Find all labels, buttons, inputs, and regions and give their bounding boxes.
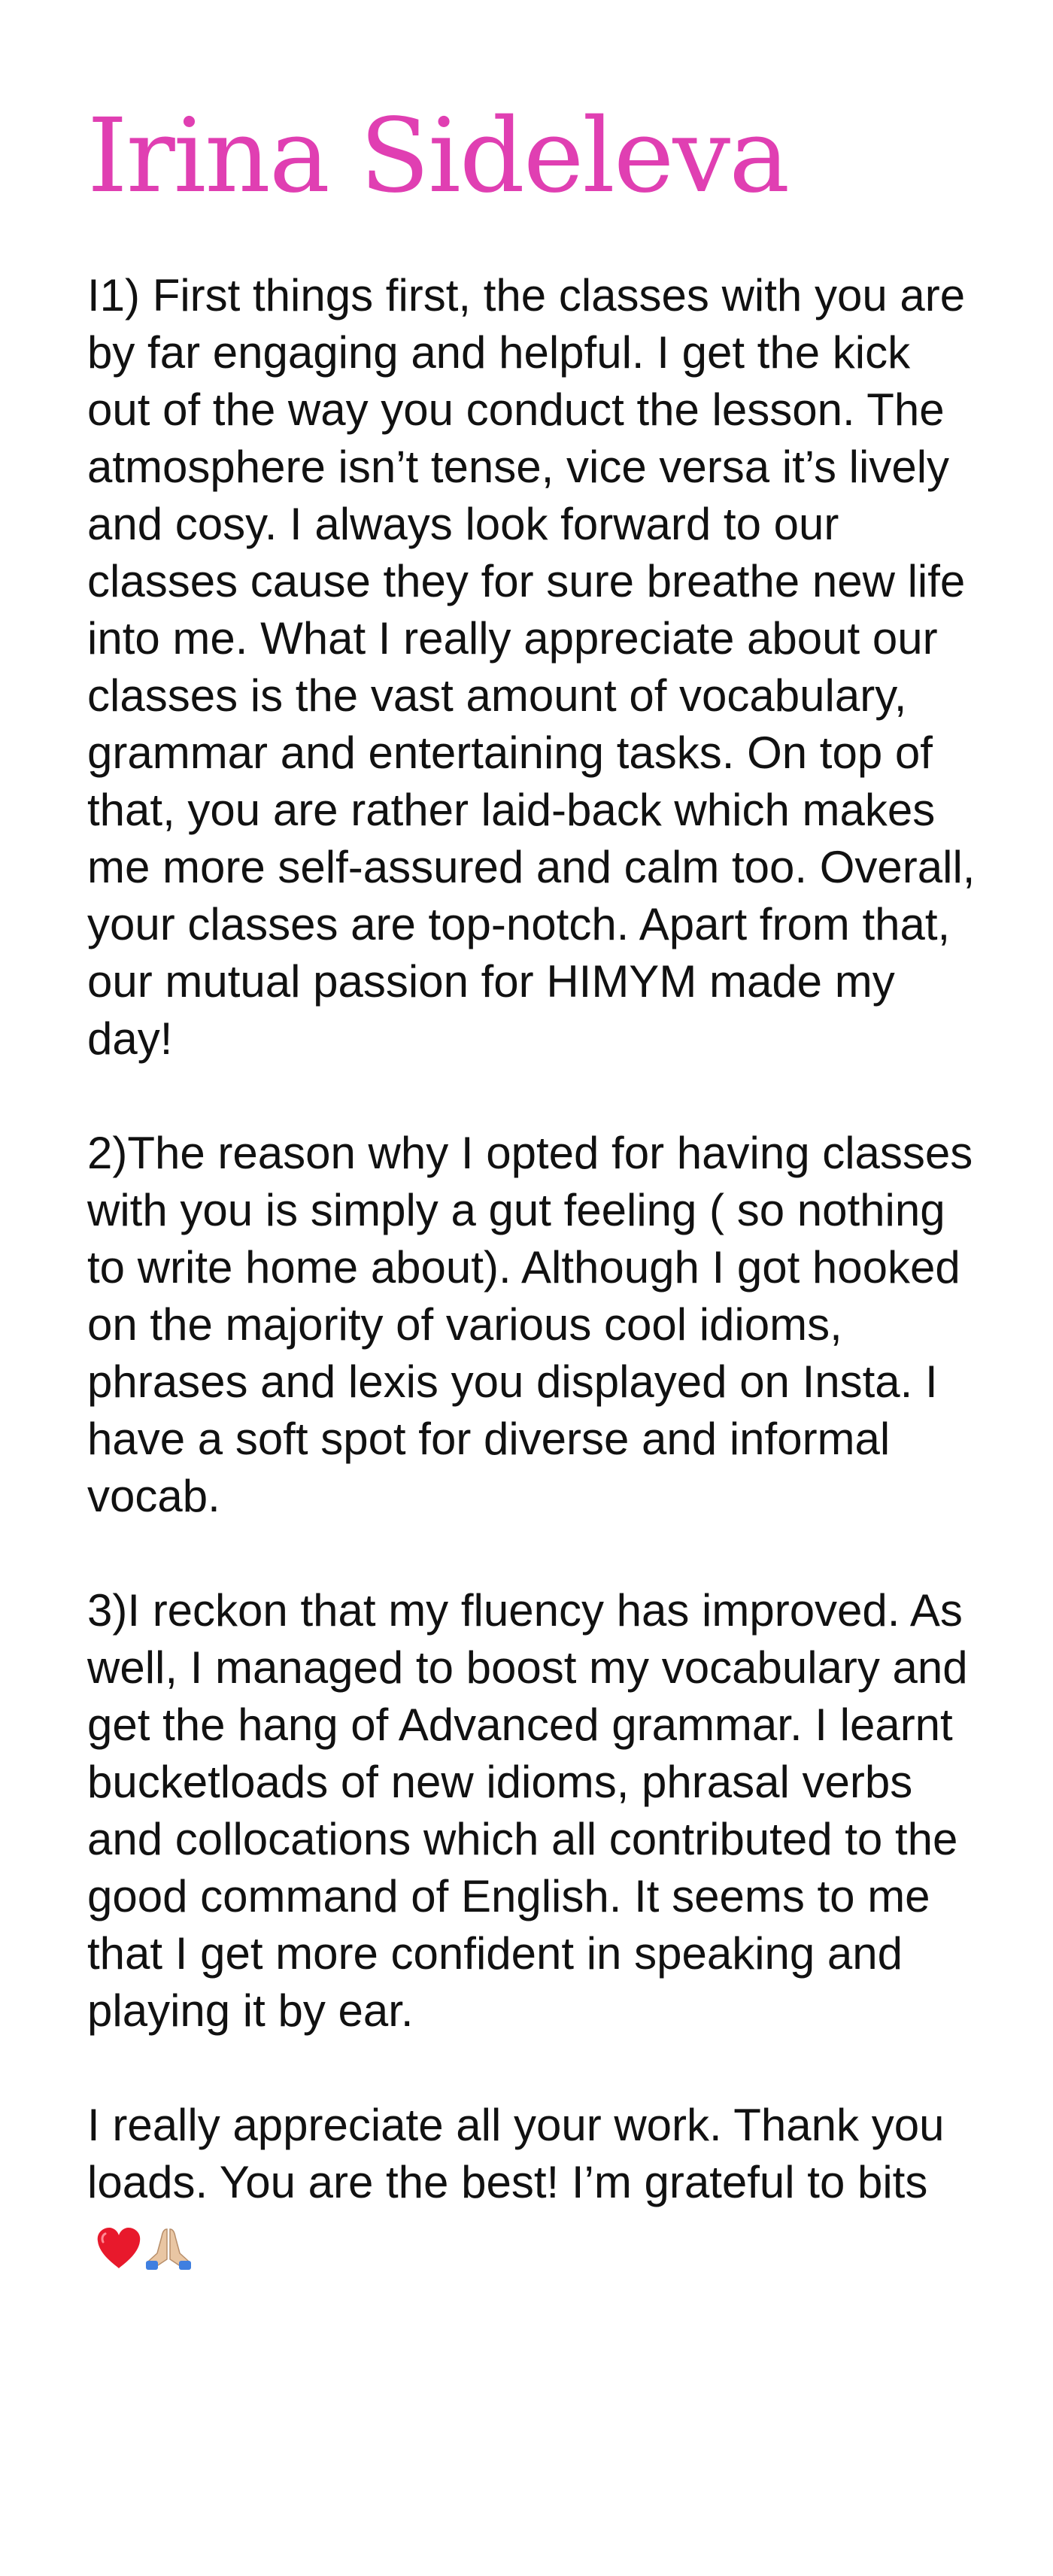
testimonial-text bbox=[87, 267, 978, 2274]
red-heart-icon bbox=[96, 2217, 141, 2274]
closing-paragraph bbox=[87, 2097, 978, 2274]
paragraph-1: I1) First things first, the classes with you are by far engaging and helpful. I get the kick out of the way you conduct the lesson. The atmosphere isn’t tense, vice versa it’s lively and cosy. I always look forward to our classes cause they for sure breathe new life into me. What I really appreciate about our classes is the vast amount of vocabulary, grammar and entertaining tasks. On top of that, you are rather laid-back which makes me more self-assured and calm too. Overall, your classes are top-notch. Apart from that, our mutual passion for HIMYM made my day! bbox=[87, 270, 976, 1064]
paragraph-3: 3)I reckon that my fluency has improved. As well, I managed to boost my vocabulary and get the hang of Advanced grammar. I learnt bucketloads of new idioms, phrasal verbs and collocations which all contributed to the good command of English. It seems to me that I get more confident in speaking and playing it by ear. bbox=[87, 1585, 968, 2036]
folded-hands-icon bbox=[144, 2217, 193, 2274]
closing-text: I really appreciate all your work. Thank you loads. You are the best! I’m grateful to bits bbox=[87, 2100, 945, 2207]
paragraph-2: 2)The reason why I opted for having classes with you is simply a gut feeling ( so nothing to write home about). Although I got hooked on the majority of various cool idioms, phrases and lexis you displayed on Insta. I have a soft spot for diverse and informal vocab. bbox=[87, 1128, 973, 1521]
author-name: Irina Sideleva bbox=[87, 97, 789, 216]
